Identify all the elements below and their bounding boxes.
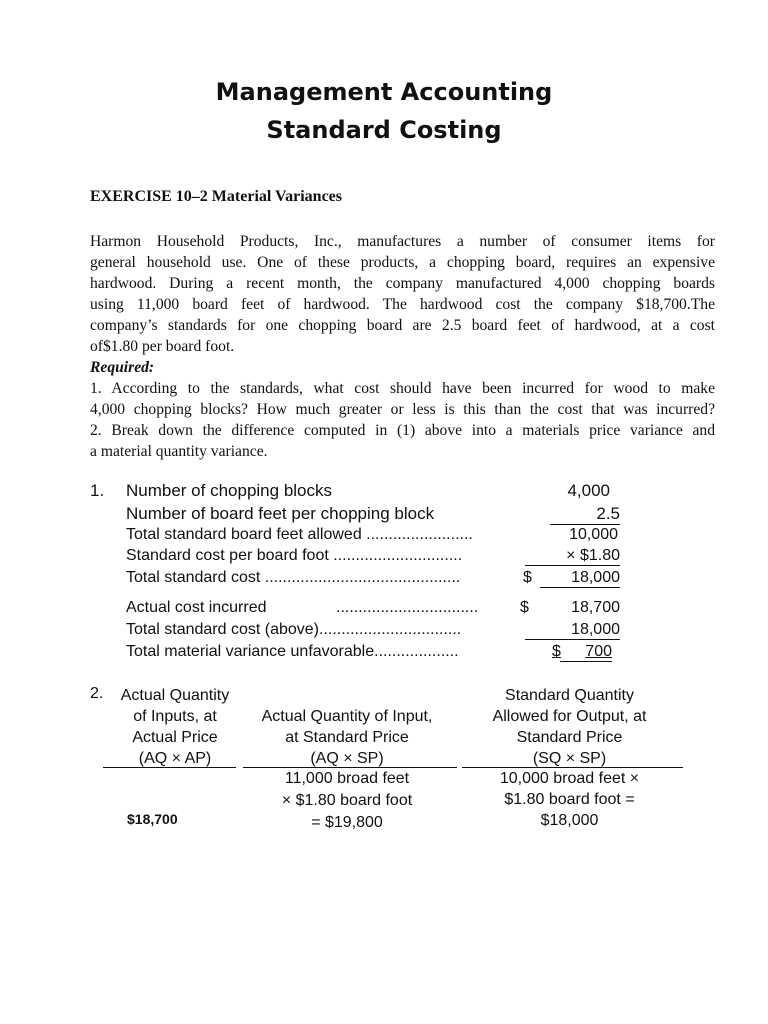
col3-header-line: Standard Price — [516, 729, 623, 746]
row-value: 18,000 — [525, 621, 620, 640]
row-label: Number of board feet per chopping block — [126, 504, 435, 523]
col2-header-line: Actual Quantity of Input, — [261, 708, 433, 725]
solution2-number: 2. — [90, 685, 104, 702]
paragraph-line: Harmon Household Products, Inc., manufactures a number of consumer items for — [90, 233, 715, 250]
required-label: Required: — [90, 359, 155, 376]
col3-value-line: $1.80 board foot = — [504, 791, 635, 808]
col1-header-line: Actual Quantity — [120, 687, 230, 704]
col1-value: $18,700 — [127, 811, 178, 827]
col3-header-line: Allowed for Output, at — [492, 708, 647, 725]
col1-header-line: of Inputs, at — [133, 708, 217, 725]
col3-header — [462, 685, 677, 769]
col2-header — [242, 706, 452, 769]
col2-value-line: 11,000 broad feet — [284, 770, 410, 787]
col2-value — [242, 768, 452, 834]
paragraph-line: of$1.80 per board foot. — [90, 338, 235, 355]
row-label: Standard cost per board foot ............................. — [126, 547, 463, 564]
col1-header-line: Actual Price — [132, 729, 218, 746]
exercise-heading: EXERCISE 10–2 Material Variances — [90, 188, 342, 205]
document-subtitle: Standard Costing — [266, 116, 502, 144]
col2-value-line: × $1.80 board foot — [281, 792, 413, 809]
row-value: × $1.80 — [525, 547, 620, 566]
row-dots: ................................ — [336, 599, 479, 616]
row-value: 2.5 — [550, 504, 620, 525]
row-label: Total standard cost ............................................ — [126, 569, 461, 586]
exercise-paragraph — [90, 231, 715, 462]
col3-header-line: Standard Quantity — [505, 687, 634, 704]
paragraph-line: hardwood. During a recent month, the company manufactured 4,000 chopping boards — [90, 275, 715, 292]
row-dollar: $ — [520, 599, 529, 616]
col3-value-line: $18,000 — [540, 812, 599, 829]
row-value: 700 — [560, 643, 612, 662]
col3-header-line: (SQ × SP) — [532, 750, 607, 767]
row-label: Number of chopping blocks — [126, 481, 333, 500]
col1-header — [110, 685, 240, 769]
row-label: Total standard cost (above)................................ — [126, 621, 462, 638]
row-dollar: $ — [523, 569, 532, 586]
col3-value-line: 10,000 broad feet × — [499, 770, 640, 787]
col1-divider — [103, 767, 236, 768]
required-line: a material quantity variance. — [90, 443, 268, 460]
paragraph-line: company’s standards for one chopping board are 2.5 board feet of hardwood, at a cost — [90, 317, 715, 334]
required-line: 2. Break down the difference computed in (1) above into a materials price variance and — [90, 422, 715, 439]
row-value: 18,700 — [571, 599, 620, 616]
row-label: Actual cost incurred — [126, 599, 267, 616]
document-title: Management Accounting — [215, 78, 553, 106]
row-value: 10,000 — [569, 526, 618, 543]
row-dollar: $ — [552, 643, 561, 660]
paragraph-line: general household use. One of these products, a chopping board, requires an expensive — [90, 254, 715, 271]
col1-header-line: (AQ × AP) — [138, 750, 212, 767]
col2-header-line: (AQ × SP) — [310, 750, 384, 767]
col3-value — [462, 768, 677, 831]
row-label: Total material variance unfavorable................... — [126, 643, 459, 660]
solution1-number: 1. — [90, 481, 105, 500]
row-label: Total standard board feet allowed ........................ — [126, 526, 473, 543]
row-value: 4,000 — [567, 481, 610, 500]
col2-header-line: at Standard Price — [285, 729, 409, 746]
required-line: 4,000 chopping blocks? How much greater or less is this than the cost that was incurred? — [90, 401, 715, 418]
paragraph-line: using 11,000 board feet of hardwood. The hardwood cost the company $18,700.The — [90, 296, 715, 313]
col2-value-line: = $19,800 — [311, 814, 383, 831]
required-line: 1. According to the standards, what cost should have been incurred for wood to make — [90, 380, 715, 397]
row-value: 18,000 — [540, 569, 620, 588]
